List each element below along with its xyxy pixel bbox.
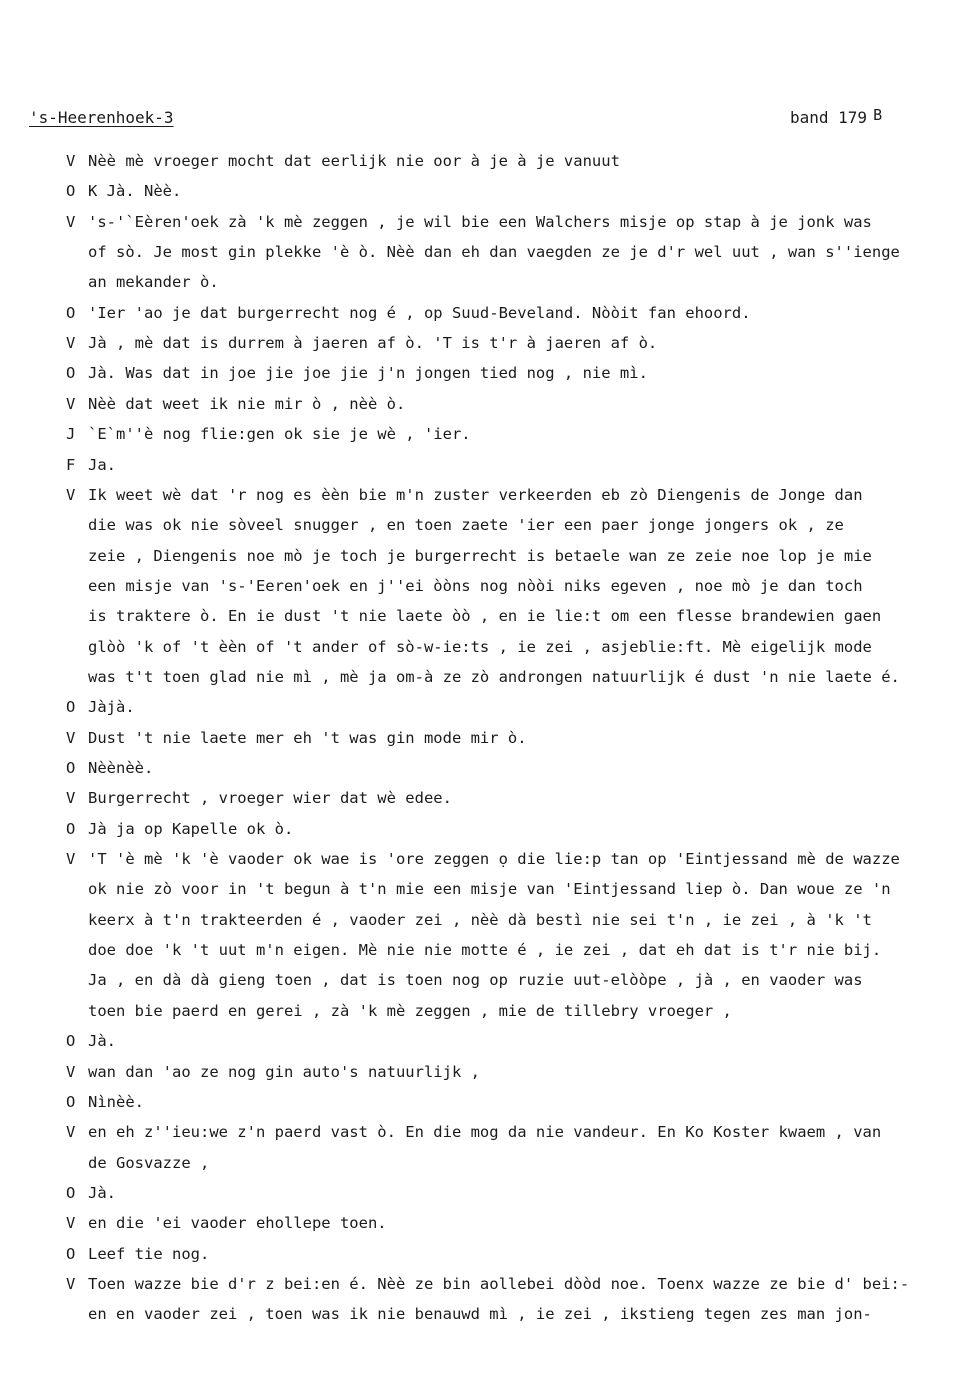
- utterance-text: Leef tie nog.: [88, 1244, 210, 1263]
- utterance-text: Jà , mè dat is durrem à jaeren af ò. 'T is t'r à jaeren af ò.: [88, 334, 658, 353]
- transcript-continuation-line: [0, 515, 973, 535]
- transcript-line: [0, 1092, 973, 1112]
- utterance-text: glòò 'k of 't èèn of 't ander of sò-w-ie:ts , ie zei , asjeblie:ft. Mè eigelijk mode: [88, 637, 872, 656]
- utterance-text: Burgerrecht , vroeger wier dat wè edee.: [88, 789, 452, 808]
- utterance-text: Nìnèè.: [88, 1092, 144, 1111]
- utterance-text: en en vaoder zei , toen was ik nie benauwd mì , ie zei , ikstieng tegen zes man jon-: [88, 1305, 872, 1324]
- transcript-line: [0, 181, 973, 201]
- utterance-text: was t't toen glad nie mì , mè ja om-à ze zò androngen natuurlijk é dust 'n nie laete é.: [88, 667, 900, 686]
- speaker-code: O: [66, 182, 76, 201]
- transcript-line: [0, 212, 973, 232]
- speaker-code: V: [66, 1214, 76, 1233]
- speaker-code: V: [66, 212, 76, 231]
- band-number: band 179: [790, 108, 868, 127]
- utterance-text: Nèè mè vroeger mocht dat eerlijk nie oor à je à je vanuut: [88, 152, 620, 170]
- speaker-code: V: [66, 1123, 76, 1142]
- utterance-text: Ja , en dà dà gieng toen , dat is toen nog op ruzie uut-elòòpe , jà , en vaoder was: [88, 971, 863, 990]
- speaker-code: F: [66, 455, 76, 474]
- speaker-code: O: [66, 819, 76, 838]
- utterance-text: die was ok nie sòveel snugger , en toen zaete 'ier een paer jonge jongers ok , ze: [88, 516, 844, 535]
- transcript-line: [0, 1183, 973, 1203]
- utterance-text: `E`m''è nog flie:gen ok sie je wè , 'ier.: [88, 425, 471, 444]
- speaker-code: V: [66, 1274, 76, 1293]
- utterance-text: Dust 't nie laete mer eh 't was gin mode mir ò.: [88, 728, 527, 747]
- utterance-text: Jàjà.: [88, 698, 135, 717]
- speaker-code: V: [66, 789, 76, 808]
- transcript-line: [0, 333, 973, 353]
- transcript-line: [0, 151, 973, 171]
- utterance-text: zeie , Diengenis noe mò je toch je burgerrecht is betaele wan ze zeie noe lop je mie: [88, 546, 872, 565]
- transcript-line: [0, 1213, 973, 1233]
- band-label: [790, 108, 882, 127]
- transcript-line: [0, 424, 973, 444]
- utterance-text: 's-'`Eèren'oek zà 'k mè zeggen , je wil bie een Walchers misje op stap à je jonk was: [88, 212, 872, 231]
- utterance-text: toen bie paerd en gerei , zà 'k mè zeggen , mie de tillebry vroeger ,: [88, 1001, 732, 1020]
- speaker-code: O: [66, 1244, 76, 1263]
- transcript-continuation-line: [0, 272, 973, 292]
- transcript-line: [0, 394, 973, 414]
- transcript-line: [0, 849, 973, 869]
- utterance-text: en die 'ei vaoder ehollepe toen.: [88, 1214, 387, 1233]
- utterance-text: an mekander ò.: [88, 273, 219, 292]
- speaker-code: O: [66, 364, 76, 383]
- utterance-text: 'Ier 'ao je dat burgerrecht nog é , op Suud-Beveland. Nòòit fan ehoord.: [88, 303, 751, 322]
- transcript-line: [0, 1122, 973, 1142]
- transcript-line: [0, 363, 973, 383]
- transcript-continuation-line: [0, 1153, 973, 1173]
- utterance-text: wan dan 'ao ze nog gin auto's natuurlijk ,: [88, 1062, 480, 1081]
- utterance-text: Nèènèè.: [88, 759, 154, 777]
- speaker-code: V: [66, 728, 76, 747]
- utterance-text: ok nie zò voor in 't begun à t'n mie een misje van 'Eintjessand liep ò. Dan woue ze 'n: [88, 880, 891, 899]
- transcript-line: [0, 819, 973, 839]
- transcript-continuation-line: [0, 1304, 973, 1324]
- side-mark: B: [873, 106, 883, 124]
- speaker-code: O: [66, 698, 76, 717]
- utterance-text: Ja.: [88, 455, 116, 474]
- speaker-code: O: [66, 303, 76, 322]
- utterance-text: doe doe 'k 't uut m'n eigen. Mè nie nie motte é , ie zei , dat eh dat is t'r nie bij.: [88, 941, 882, 960]
- document-title: 's-Heerenhoek-3: [29, 108, 174, 127]
- utterance-text: en eh z''ieu:we z'n paerd vast ò. En die mog da nie vandeur. En Ko Koster kwaem , van: [88, 1123, 882, 1142]
- speaker-code: O: [66, 1032, 76, 1051]
- transcript-line: [0, 788, 973, 808]
- utterance-text: Jà.: [88, 1183, 116, 1202]
- speaker-code: V: [66, 152, 76, 170]
- transcript-continuation-line: [0, 637, 973, 657]
- transcript-line: [0, 1274, 973, 1294]
- utterance-text: keerx à t'n trakteerden é , vaoder zei , nèè dà bestì nie sei t'n , ie zei , à 'k 't: [88, 910, 872, 929]
- utterance-text: Jà. Was dat in joe jie joe jie j'n jongen tied nog , nie mì.: [88, 364, 648, 383]
- transcript-line: [0, 728, 973, 748]
- utterance-text: K Jà. Nèè.: [88, 182, 182, 201]
- transcript-continuation-line: [0, 606, 973, 626]
- transcript-line: [0, 1244, 973, 1264]
- transcript-continuation-line: [0, 879, 973, 899]
- utterance-text: een misje van 's-'Eeren'oek en j''ei òòns nog nòòi niks egeven , noe mò je dan toch: [88, 576, 863, 595]
- speaker-code: V: [66, 850, 76, 869]
- transcript-line: [0, 303, 973, 323]
- transcript-continuation-line: [0, 576, 973, 596]
- transcript-line: [0, 1031, 973, 1051]
- speaker-code: V: [66, 485, 76, 504]
- utterance-text: Ik weet wè dat 'r nog es èèn bie m'n zuster verkeerden eb zò Diengenis de Jonge dan: [88, 485, 863, 504]
- utterance-text: 'T 'è mè 'k 'è vaoder ok wae is 'ore zeggen ọ die lie:p tan op 'Eintjessand mè de wazze: [88, 850, 900, 869]
- transcript-continuation-line: [0, 910, 973, 930]
- transcript-line: [0, 758, 973, 778]
- speaker-code: V: [66, 1062, 76, 1081]
- speaker-code: O: [66, 759, 76, 777]
- transcript-continuation-line: [0, 940, 973, 960]
- speaker-code: O: [66, 1092, 76, 1111]
- transcript-line: [0, 485, 973, 505]
- transcript-line: [0, 455, 973, 475]
- transcript-line: [0, 1062, 973, 1082]
- speaker-code: O: [66, 1183, 76, 1202]
- utterance-text: Nèè dat weet ik nie mir ò , nèè ò.: [88, 394, 406, 413]
- utterance-text: Toen wazze bie d'r z bei:en é. Nèè ze bin aollebei dòòd noe. Toenx wazze ze bie d' bei:-: [88, 1274, 910, 1293]
- utterance-text: is traktere ò. En ie dust 't nie laete òò , en ie lie:t om een flesse brandewien gaen: [88, 607, 882, 626]
- utterance-text: Jà.: [88, 1032, 116, 1051]
- transcript-continuation-line: [0, 1001, 973, 1021]
- speaker-code: V: [66, 334, 76, 353]
- speaker-code: V: [66, 394, 76, 413]
- utterance-text: de Gosvazze ,: [88, 1153, 210, 1172]
- transcript-continuation-line: [0, 546, 973, 566]
- utterance-text: Jà ja op Kapelle ok ò.: [88, 819, 294, 838]
- transcript-continuation-line: [0, 242, 973, 262]
- transcript-continuation-line: [0, 667, 973, 687]
- transcript-line: [0, 697, 973, 717]
- utterance-text: of sò. Je most gin plekke 'è ò. Nèè dan eh dan vaegden ze je d'r wel uut , wan s''ienge: [88, 243, 900, 262]
- speaker-code: J: [66, 425, 76, 444]
- transcript-continuation-line: [0, 970, 973, 990]
